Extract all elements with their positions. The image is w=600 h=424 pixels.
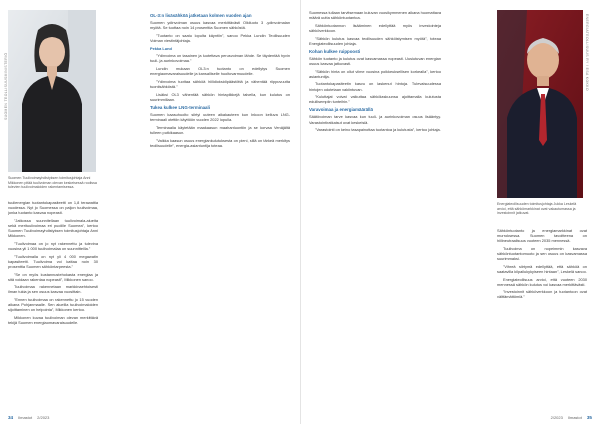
paragraph: "Vihreä siirtymä edellyttää, että sähköä on saatavilla kilpailukykyiseen hintaan", Leskelä sanoo. (497, 263, 587, 274)
paragraph: Tuulivoimaa rakennetaan markkinaehtoisesti ilman tukia ja sen osuus kasvaa vuosittain. (8, 284, 98, 295)
portrait-photo-man (497, 10, 583, 198)
person-name: Pekka Lund (150, 45, 172, 51)
article-column-3 (309, 10, 441, 410)
portrait-photo-woman (8, 10, 96, 172)
article-column-1 (8, 200, 98, 410)
paragraph: Suomessa tullaan tarvitsemaan kuluvan vuosikymmenen aikana huomattava määrä uutta sähköntuotantoa. (309, 10, 441, 21)
photo-caption: Energiateollisuuden toimitusjohtaja Jukka Leskelä arvioi, että sähkömarkkinat ovat vakautumassa ja investoinnit jatkuvat. (497, 202, 577, 216)
paragraph: Suomen kaasuhuolto siirtyi uuteen aikakauteen kun Inkoon kelluva LNG-terminaali otettiin käyttöön vuoden 2022 lopulla. (150, 111, 290, 123)
paragraph: "Sähkön hinta on ollut viime vuosina poikkeuksellisen korkealla", kertoo asiantuntija. (309, 68, 441, 79)
page-number: 34 (8, 415, 14, 420)
magazine-name: Ilmastot (18, 415, 33, 420)
magazine-name: Ilmastot (567, 415, 582, 420)
paragraph: Sähköntuotanto ja energiamarkkinat ovat murroksessa. Suomen tavoitteena on hiilineutraalisuus vuoteen 2035 mennessä. (497, 228, 587, 244)
paragraph: Sähkön tuotanto ja kulutus ovat kasvamassa nopeasti. Uusiutuvan energian osuus kasvaa jatkuvasti. (309, 55, 441, 66)
paragraph: "Tuulivoimaa on jo nyt rakennettu ja tulevina vuosina yli 1 000 tuulivoimalaa on suunnitteilla." (8, 240, 98, 251)
paragraph: Lisäksi OL3 vähentää sähkön hintapiikkejä talvella, kun kulutus on suurimmillaan. (150, 91, 290, 102)
paragraph: Lundin mukaan OL3:n tuotanto on edellytys Suomen energiaomavaraisuudelle ja kansalliselle huoltovarmuudelle. (150, 66, 290, 77)
section-heading: OL-3:n lisäsähköä jatketaan kolmen vuoden ajan (150, 13, 252, 18)
paragraph: "Kuluttajat voivat vaikuttaa sähkölaskuunsa ajoittamalla kulutusta edullisempiin tunteihin." (309, 94, 441, 105)
paragraph: Mikkonen kuvaa tuulivoiman olevan merkittävä tekijä Suomen energiaomavaraisuudelle. (8, 314, 98, 326)
issue-number: 2/2023 (550, 415, 563, 420)
paragraph: "Varastointi on keino tasapainottaa tuotantoa ja kulutusta", kertoo johtaja. (315, 127, 441, 133)
issue-number: 2/2023 (37, 415, 50, 420)
paragraph: "Tuulivoimalla on nyt yli 4 000 megawatin kapasiteetti. Tuulivoima voi kattaa noin 30 prosenttia Suomen sähköntarpeesta." (8, 253, 98, 269)
paragraph: Suomen ydinvoiman osuus kasvaa merkittävästi Olkiluoto 3 -ydinvoimalan myötä. Se tuottaa noin 14 prosenttia Suomen sähköstä. (150, 20, 290, 31)
article-column-2 (150, 10, 290, 410)
paragraph: Säätövoiman tarve kasvaa kun tuuli- ja aurinkovoiman osuus lisääntyy. Varastointiratkaisut ovat keskeisiä. (309, 114, 441, 125)
right-page (300, 0, 600, 424)
paragraph: "Investoinnit sähköverkkoon ja tuotantoon ovat välttämättömiä." (497, 289, 587, 300)
paragraph: "Ennen tuulivoimaa on rakennettu jo 15 vuoden aikana Pohjanmaalle. Sen alueilla tuulivoimaloiden sijoittaminen on helpointa", Mikkonen kertoo. (8, 297, 98, 313)
paragraph: "Tuotanto on saatu lopulta käyntiin", sanoo Pekka Lundin Teollisuuden Voiman viestintäjohtaja. (150, 32, 290, 43)
paragraph: Tuulivoima on nopeimmin kasvava sähköntuotantomuoto ja sen osuus on kasvamassa suurimmaksi. (497, 245, 587, 262)
paragraph: "Sähkön kulutus kasvaa teollisuuden sähköistymisen myötä", toteaa Energiateollisuuden johtaja. (309, 35, 441, 46)
paragraph: "Vaikka kaasun osuus energiankulutuksesta on pieni, sillä on tärkeä merkitys teollisuudelle", energia-asiantuntija toteaa. (150, 137, 290, 148)
page-number: 35 (586, 415, 592, 420)
portrait-man-image (497, 10, 583, 198)
paragraph: Sähköntuotannon lisääminen edellyttää myös investointeja sähköverkkoon. (309, 22, 441, 33)
paragraph: tuulienergian tuotantokapasiteetti on 1,8 terawattia vuodessa. Nyt jo Suomessa on paljon tuulivoimaa, jonka tuotanto kasvaa nopeasti. (8, 200, 98, 216)
page-footer (8, 415, 49, 420)
page-footer (551, 415, 592, 420)
section-heading: Tukea kulkee LNG-terminaali (150, 104, 210, 110)
paragraph: Terminaalia käytetään maakaasun maahantuontiin ja se korvaa Venäjältä tulleen putkikaasun. (150, 124, 290, 135)
paragraph: "Ydinvoima on tasainen ja luotettava perusvoiman lähde. Se täydentää hyvin tuuli- ja aurinkovoimaa." (150, 53, 290, 64)
photo-caption: Suomen Tuulivoimayhdistyksen toimitusjohtaja Anni Mikkonen pitää tuulivoiman olevan keskeisessä roolissa tulevien tuulivoimaloiden rakentamisessa. (8, 176, 97, 190)
section-heading: Kohan kulkee ruippoosti (309, 48, 361, 54)
paragraph: "Se on myös kustannustehokasta energiaa ja sitä voidaan rakentaa nopeasti", Mikkonen sanoo. (8, 271, 98, 282)
paragraph: Tuotantokapasiteetin kasvu on laskenut hintoja. Tulevaisuudessa hintojen odotetaan vakiintuvan. (309, 81, 441, 92)
paragraph: Energiateollisuus arvioi, että vuoteen 2030 mennessä sähkön kulutus voi kasvaa merkittävästi. (497, 276, 587, 287)
portrait-woman-image (8, 10, 96, 172)
side-label: ENERGIATEOLLISUUS RY / ESA KOKKO (585, 14, 589, 91)
paragraph: "Ydinvoima tuottaa sähköä hiilidioksidipäästöttä ja vähentää riippuvuutta tuontisähköstä." (150, 78, 290, 89)
paragraph: "Jatkossa suunnitellaan tuulivoimala-alueita sekä merituulivoimaa eri puolille Suomea", kertoo Suomen Tuulivoimayhdistyksen toimitusjohtaja Anni Mikkonen. (8, 217, 98, 239)
section-heading: Varavoimaa ja energiamäärällä (309, 107, 373, 113)
article-column-4 (497, 228, 587, 410)
side-label: SUOMEN TEOLLISUUSMINISTERIÖ (4, 52, 8, 120)
